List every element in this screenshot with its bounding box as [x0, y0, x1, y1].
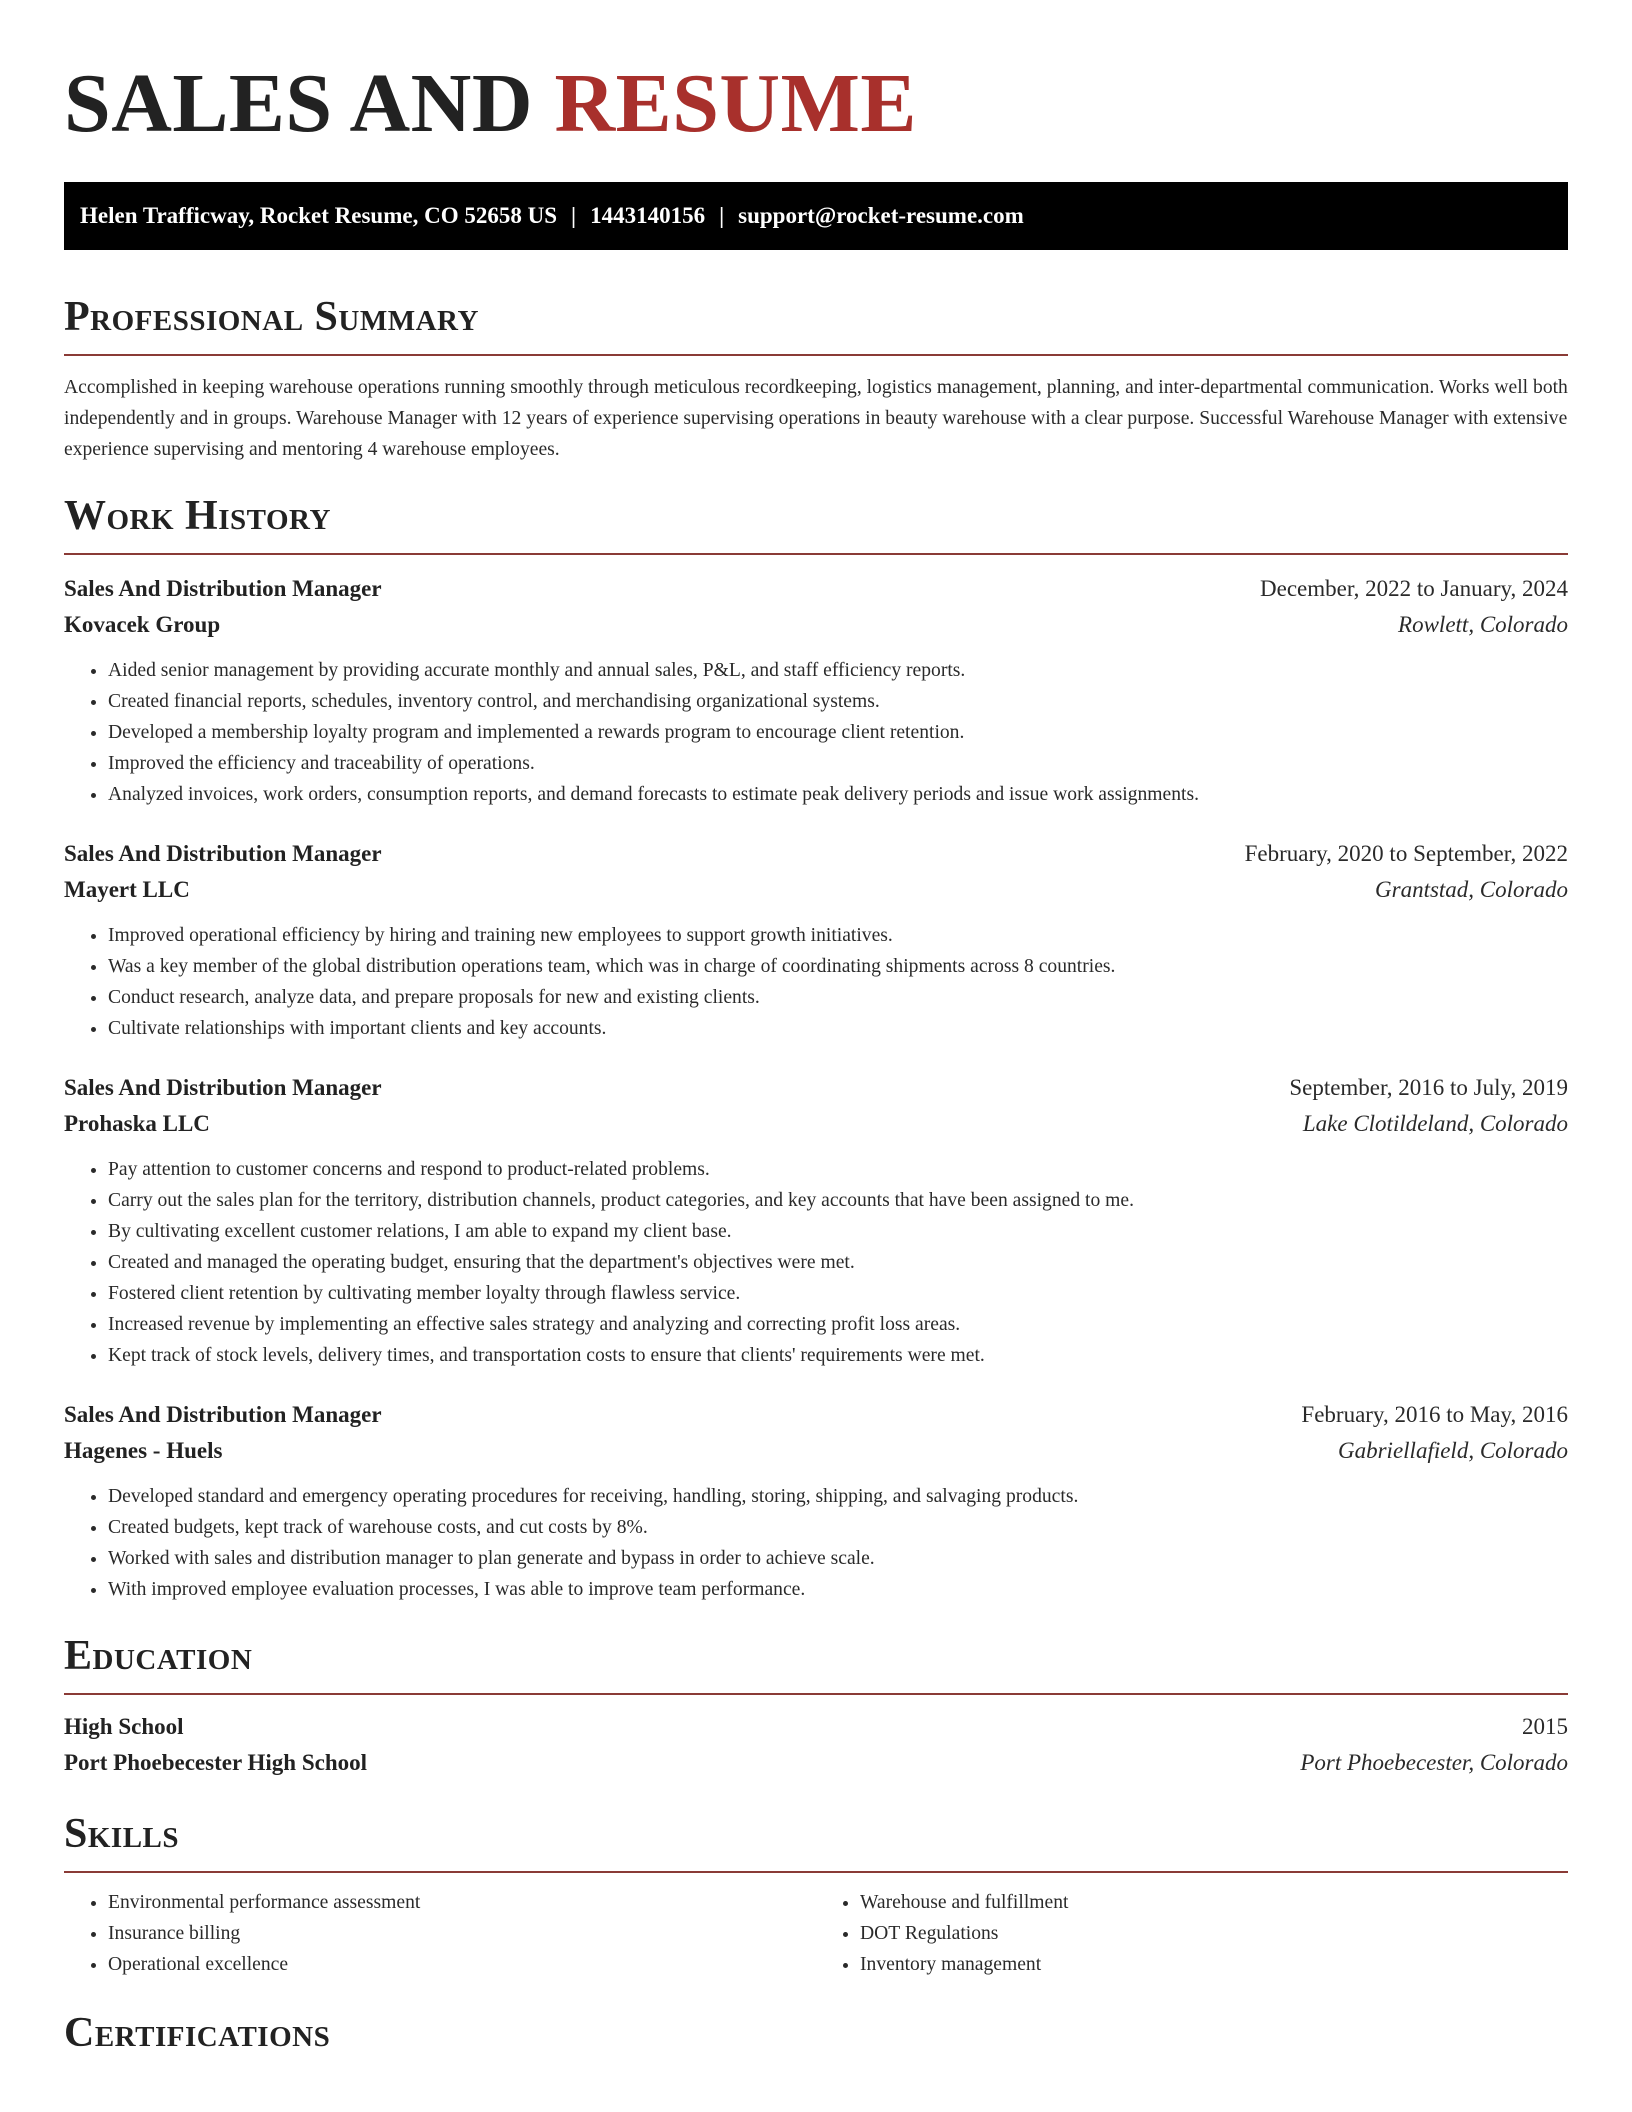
contact-separator: | [719, 203, 725, 228]
job-bullet: • Increased revenue by implementing an effective sales strategy and analyzing and correcting profit loss areas. [108, 1309, 1568, 1340]
job-dates: December, 2022 to January, 2024 [1260, 576, 1568, 601]
job-location: Grantstad, Colorado [1375, 877, 1568, 902]
job-title: Sales And Distribution Manager [64, 576, 382, 601]
job-entry [64, 1397, 1568, 1605]
section-divider [64, 354, 1568, 356]
section-heading-work-history: Work History [64, 493, 331, 539]
skills-section [64, 1807, 1568, 1980]
summary-section [64, 290, 1568, 465]
job-bullet: • Created financial reports, schedules, inventory control, and merchandising organizational systems. [108, 686, 1568, 717]
section-divider [64, 553, 1568, 555]
education-year: 2015 [1522, 1714, 1568, 1739]
job-bullet: • By cultivating excellent customer relations, I am able to expand my client base. [108, 1216, 1568, 1247]
job-bullet: • With improved employee evaluation processes, I was able to improve team performance. [108, 1574, 1568, 1605]
contact-email[interactable]: support@rocket-resume.com [738, 203, 1024, 228]
job-company: Kovacek Group [64, 612, 221, 637]
contact-phone: 1443140156 [590, 203, 706, 228]
job-bullet: • Aided senior management by providing accurate monthly and annual sales, P&L, and staff efficiency reports. [108, 655, 1568, 686]
skill-item: • Inventory management [860, 1949, 1568, 1980]
job-bullet: • Conduct research, analyze data, and prepare proposals for new and existing clients. [108, 982, 1568, 1013]
job-title: Sales And Distribution Manager [64, 1402, 382, 1427]
job-location: Rowlett, Colorado [1398, 612, 1568, 637]
skill-item: • Insurance billing [108, 1918, 816, 1949]
section-divider [64, 1693, 1568, 1695]
job-entry [64, 836, 1568, 1044]
skill-item: • DOT Regulations [860, 1918, 1568, 1949]
job-bullets [64, 920, 1568, 1044]
skill-item: • Warehouse and fulfillment [860, 1887, 1568, 1918]
summary-text: Accomplished in keeping warehouse operations running smoothly through meticulous recordkeeping, logistics management, planning, and inter-departmental communication. Works well both independently and in groups. Warehouse Manager with 12 years of experience supervising operations in beauty warehouse with a clear purpose. Successful Warehouse Manager with extensive experience supervising and mentoring 4 warehouse employees. [64, 377, 1568, 460]
job-bullet: • Was a key member of the global distribution operations team, which was in charge of coordinating shipments across 8 countries. [108, 951, 1568, 982]
job-company: Mayert LLC [64, 877, 190, 902]
job-dates: February, 2020 to September, 2022 [1244, 841, 1568, 866]
skill-item: • Operational excellence [108, 1949, 816, 1980]
section-heading-certifications: Certifications [64, 2010, 331, 2056]
job-bullet: • Improved operational efficiency by hiring and training new employees to support growth initiatives. [108, 920, 1568, 951]
job-title: Sales And Distribution Manager [64, 841, 382, 866]
contact-address: Helen Trafficway, Rocket Resume, CO 52658 US [80, 203, 557, 228]
job-bullet: • Improved the efficiency and traceability of operations. [108, 748, 1568, 779]
job-bullet: • Carry out the sales plan for the territory, distribution channels, product categories, and key accounts that have been assigned to me. [108, 1185, 1568, 1216]
title-part-2: RESUME [554, 57, 917, 150]
section-heading-summary: Professional Summary [64, 294, 479, 340]
job-bullet: • Kept track of stock levels, delivery times, and transportation costs to ensure that clients' requirements were met. [108, 1340, 1568, 1371]
education-location: Port Phoebecester, Colorado [1300, 1750, 1568, 1775]
education-school: Port Phoebecester High School [64, 1750, 367, 1775]
job-bullet: • Fostered client retention by cultivating member loyalty through flawless service. [108, 1278, 1568, 1309]
job-bullet: • Created budgets, kept track of warehouse costs, and cut costs by 8%. [108, 1512, 1568, 1543]
skill-item: • Environmental performance assessment [108, 1887, 816, 1918]
job-bullet: • Worked with sales and distribution manager to plan generate and bypass in order to achieve scale. [108, 1543, 1568, 1574]
job-entry [64, 1070, 1568, 1371]
job-bullet: • Pay attention to customer concerns and respond to product-related problems. [108, 1154, 1568, 1185]
contact-bar [64, 182, 1568, 250]
section-heading-skills: Skills [64, 1811, 180, 1857]
section-heading-education: Education [64, 1633, 253, 1679]
job-company: Prohaska LLC [64, 1111, 210, 1136]
section-divider [64, 1871, 1568, 1873]
skills-grid [64, 1887, 1568, 1980]
job-bullet: • Analyzed invoices, work orders, consumption reports, and demand forecasts to estimate peak delivery periods and issue work assignments. [108, 779, 1568, 810]
skills-column-left [64, 1887, 816, 1980]
job-dates: February, 2016 to May, 2016 [1301, 1402, 1568, 1427]
job-bullet: • Developed a membership loyalty program and implemented a rewards program to encourage client retention. [108, 717, 1568, 748]
job-bullet: • Developed standard and emergency operating procedures for receiving, handling, storing, shipping, and salvaging products. [108, 1481, 1568, 1512]
skills-column-right [816, 1887, 1568, 1980]
job-title: Sales And Distribution Manager [64, 1075, 382, 1100]
job-entry [64, 571, 1568, 810]
certifications-section [64, 2006, 1568, 2060]
contact-separator: | [570, 203, 577, 228]
job-bullet: • Cultivate relationships with important clients and key accounts. [108, 1013, 1568, 1044]
job-bullets [64, 1154, 1568, 1371]
education-section [64, 1629, 1568, 1781]
work-history-section [64, 489, 1568, 1605]
job-location: Lake Clotildeland, Colorado [1302, 1111, 1568, 1136]
job-bullet: • Created and managed the operating budget, ensuring that the department's objectives were met. [108, 1247, 1568, 1278]
resume-title [64, 58, 1568, 150]
education-degree: High School [64, 1714, 184, 1739]
job-dates: September, 2016 to July, 2019 [1289, 1075, 1568, 1100]
job-bullets [64, 1481, 1568, 1605]
title-part-1: SALES AND [64, 57, 534, 150]
job-company: Hagenes - Huels [64, 1438, 223, 1463]
job-bullets [64, 655, 1568, 810]
job-location: Gabriellafield, Colorado [1338, 1438, 1568, 1463]
education-entry [64, 1709, 1568, 1781]
